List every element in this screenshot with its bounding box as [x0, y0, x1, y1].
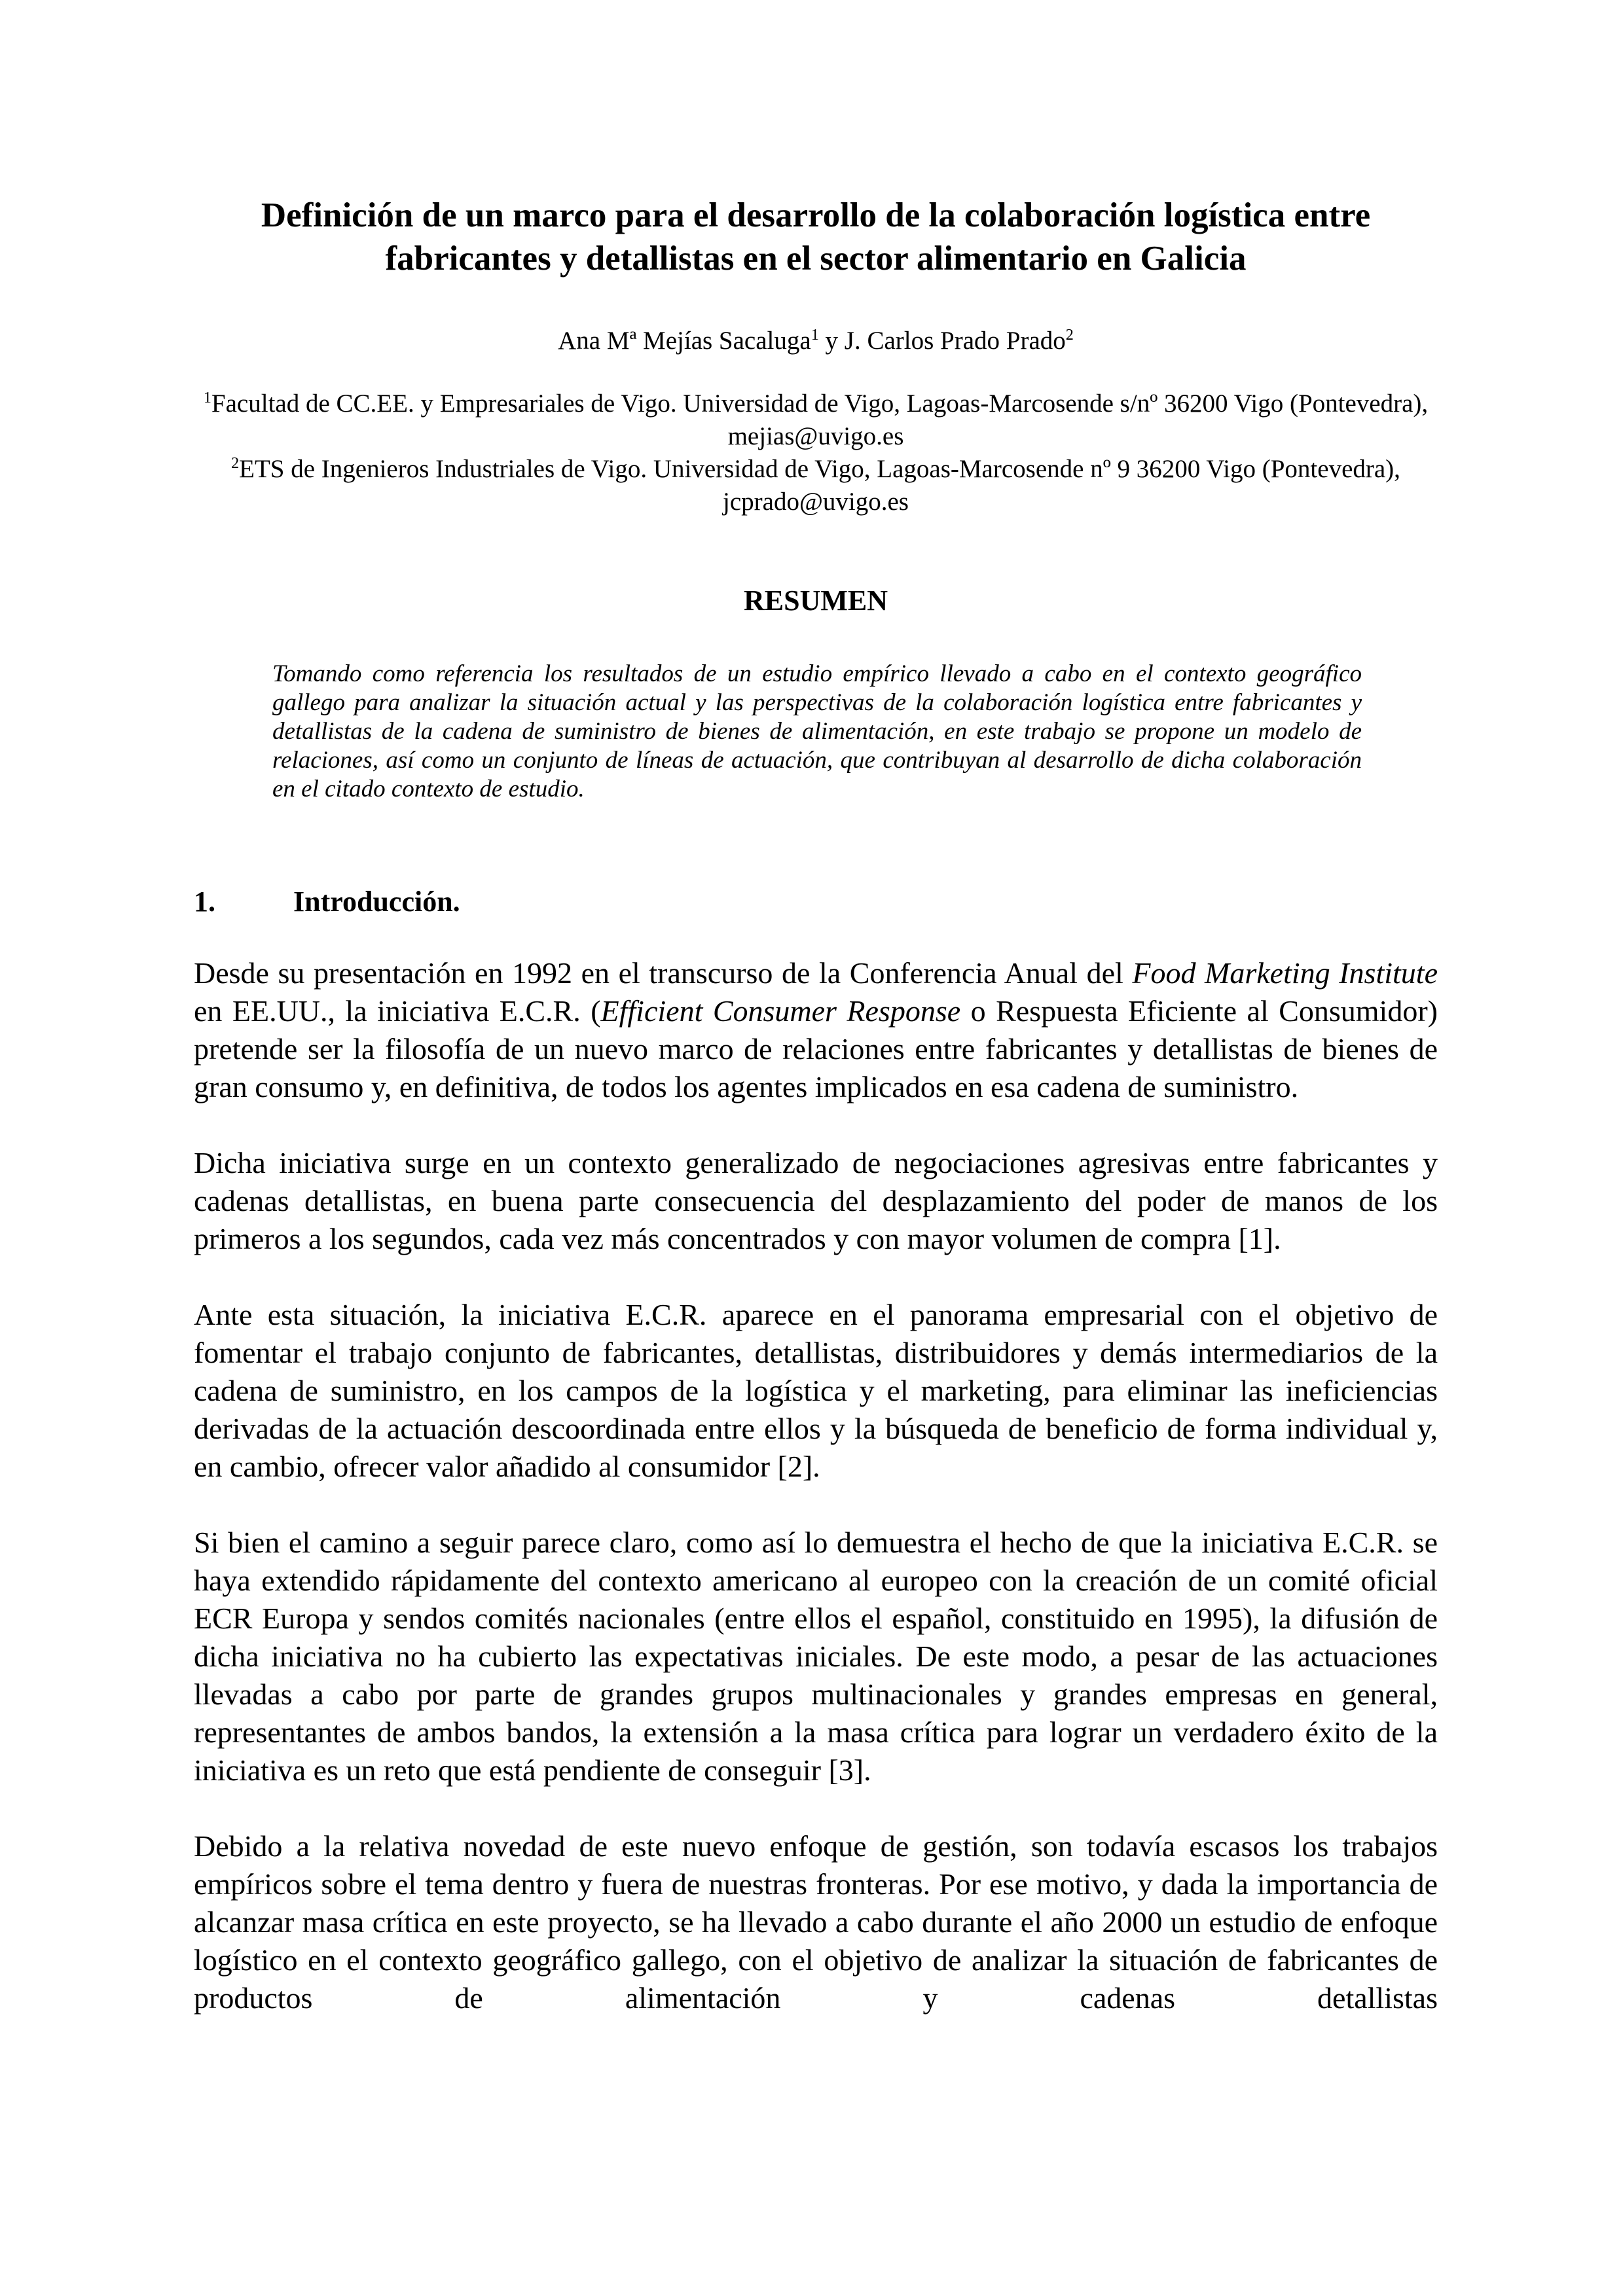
paper-title: Definición de un marco para el desarrollo de la colaboración logística entre fabricantes y detallistas en el sector alimentario en Galicia [261, 196, 1371, 278]
paragraph-1-text-c: en EE.UU., la iniciativa E.C.R. ( [194, 994, 601, 1028]
section-number: 1. [194, 886, 215, 918]
author-line [194, 325, 1438, 357]
paragraph-1-institute-name: Food Marketing Institute [1132, 956, 1438, 990]
author-1-affiliation-mark: 1 [811, 325, 819, 344]
affiliation-1-mark: 1 [203, 388, 211, 406]
paragraph-2: Dicha iniciativa surge en un contexto generalizado de negociaciones agresivas entre fabricantes y cadenas detallistas, en buena parte consecuencia del desplazamiento del poder de manos de los primeros a los segundos, cada vez más concentrados y con mayor volumen de compra [1]. [194, 1146, 1438, 1255]
affiliations [194, 387, 1438, 518]
section-heading [194, 884, 1438, 920]
paragraph-5: Debido a la relativa novedad de este nuevo enfoque de gestión, son todavía escasos los trabajos empíricos sobre el tema dentro y fuera de nuestras fronteras. Por ese motivo, y dada la importancia de alcanzar masa crítica en este proyecto, se ha llevado a cabo durante el año 2000 un estudio de enfoque logístico en el contexto geográfico gallego, con el objetivo de analizar la situación de fabricantes de productos de alimentación y cadenas detallistas [194, 1829, 1438, 2015]
author-2-affiliation-mark: 2 [1065, 325, 1074, 344]
abstract-heading: RESUMEN [743, 584, 888, 617]
paragraph-3: Ante esta situación, la iniciativa E.C.R. aparece en el panorama empresarial con el objetivo de fomentar el trabajo conjunto de fabricantes, detallistas, distribuidores y demás intermediarios de la cadena de suministro, en los campos de la logística y el marketing, para eliminar las ineficiencias derivadas de la actuación descoordinada entre ellos y la búsqueda de beneficio de forma individual y, en cambio, ofrecer valor añadido al consumidor [2]. [194, 1298, 1438, 1483]
affiliation-1-text: Facultad de CC.EE. y Empresariales de Vigo. Universidad de Vigo, Lagoas-Marcosende s/nº 36200 Vigo (Pontevedra), mejias@uvigo.es [211, 389, 1429, 450]
paragraph-1-text-e: o Respuesta Eficiente al Consumidor) pretende ser la filosofía de un nuevo marco de relaciones entre fabricantes y detallistas de bienes de gran consumo y, en definitiva, de todos los agentes implicados en esa cadena de suministro. [194, 994, 1438, 1103]
abstract-text: Tomando como referencia los resultados de un estudio empírico llevado a cabo en el contexto geográfico gallego para analizar la situación actual y las perspectivas de la colaboración logística entre fabricantes y detallistas de la cadena de suministro de bienes de alimentación, en este trabajo se propone un modelo de relaciones, así como un conjunto de líneas de actuación, que contribuyan al desarrollo de dicha colaboración en el citado contexto de estudio. [272, 660, 1362, 802]
affiliation-2-mark: 2 [231, 454, 240, 472]
section-body [194, 954, 1438, 2017]
section-title: Introducción. [293, 886, 460, 918]
paragraph-1 [194, 954, 1438, 1106]
affiliation-2 [194, 453, 1438, 518]
paragraph-1-text-a: Desde su presentación en 1992 en el transcurso de la Conferencia Anual del [194, 956, 1133, 990]
author-1-name: Ana Mª Mejías Sacaluga [558, 327, 811, 355]
author-conjunction: y [818, 327, 845, 355]
affiliation-2-text: ETS de Ingenieros Industriales de Vigo. Universidad de Vigo, Lagoas-Marcosende nº 9 36200 Vigo (Pontevedra), jcprado@uvigo.es [239, 455, 1400, 516]
paragraph-4: Si bien el camino a seguir parece claro, como así lo demuestra el hecho de que la iniciativa E.C.R. se haya extendido rápidamente del contexto americano al europeo con la creación de un comité oficial ECR Europa y sendos comités nacionales (entre ellos el español, constituido en 1995), la difusión de dicha iniciativa no ha cubierto las expectativas iniciales. De este modo, a pesar de las actuaciones llevadas a cabo por parte de grandes grupos multinacionales y grandes empresas en general, representantes de ambos bandos, la extensión a la masa crítica para lograr un verdadero éxito de la iniciativa es un reto que está pendiente de conseguir [3]. [194, 1526, 1438, 1787]
paragraph-1-ecr-expansion: Efficient Consumer Response [600, 994, 961, 1028]
affiliation-1 [194, 387, 1438, 453]
author-2-name: J. Carlos Prado Prado [844, 327, 1066, 355]
